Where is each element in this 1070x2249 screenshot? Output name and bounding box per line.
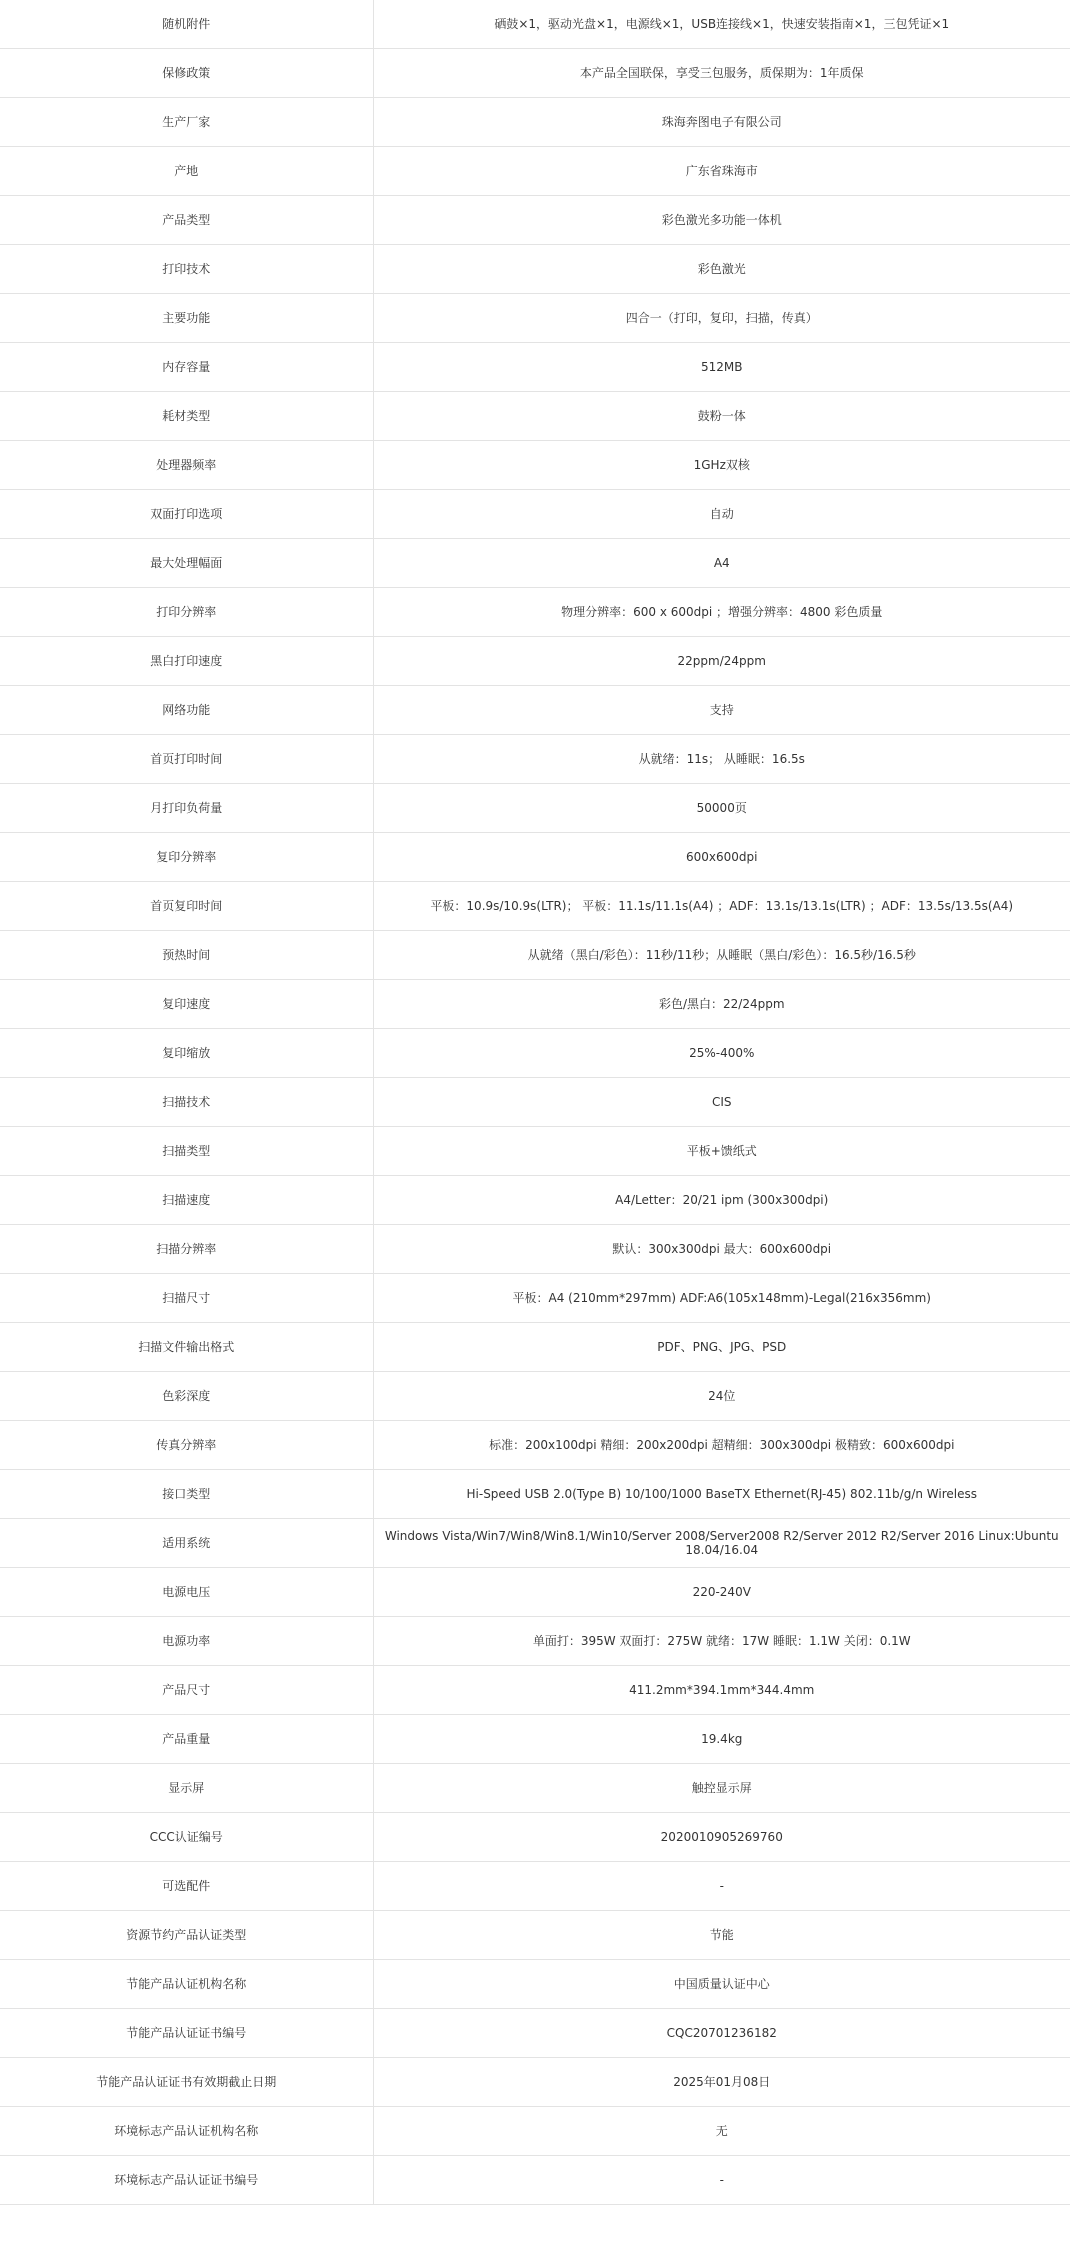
- spec-value: CQC20701236182: [373, 2008, 1070, 2057]
- spec-value: 本产品全国联保，享受三包服务，质保期为：1年质保: [373, 48, 1070, 97]
- spec-label: 产品尺寸: [0, 1665, 373, 1714]
- spec-row: [0, 587, 1070, 636]
- spec-label: 内存容量: [0, 342, 373, 391]
- spec-label: 首页打印时间: [0, 734, 373, 783]
- spec-label: 可选配件: [0, 1861, 373, 1910]
- spec-label: 产品类型: [0, 195, 373, 244]
- spec-value: 平板：10.9s/10.9s(LTR)； 平板：11.1s/11.1s(A4) ；ADF：13.1s/13.1s(LTR) ；ADF：13.5s/13.5s(A4): [373, 881, 1070, 930]
- spec-label: 耗材类型: [0, 391, 373, 440]
- spec-label: 传真分辨率: [0, 1420, 373, 1469]
- spec-value: 22ppm/24ppm: [373, 636, 1070, 685]
- spec-label: 电源功率: [0, 1616, 373, 1665]
- spec-value: 四合一（打印，复印，扫描，传真）: [373, 293, 1070, 342]
- spec-value: 中国质量认证中心: [373, 1959, 1070, 2008]
- spec-row: [0, 195, 1070, 244]
- spec-value: 彩色/黑白：22/24ppm: [373, 979, 1070, 1028]
- spec-value: -: [373, 1861, 1070, 1910]
- spec-row: [0, 881, 1070, 930]
- spec-row: [0, 734, 1070, 783]
- spec-row: [0, 685, 1070, 734]
- spec-label: 扫描文件输出格式: [0, 1322, 373, 1371]
- spec-value: 单面打：395W 双面打：275W 就绪：17W 睡眠：1.1W 关闭：0.1W: [373, 1616, 1070, 1665]
- spec-row: [0, 1910, 1070, 1959]
- spec-row: [0, 2106, 1070, 2155]
- spec-label: 打印分辨率: [0, 587, 373, 636]
- spec-value: 物理分辨率：600 x 600dpi ；增强分辨率：4800 彩色质量: [373, 587, 1070, 636]
- spec-value: 无: [373, 2106, 1070, 2155]
- spec-value: 50000页: [373, 783, 1070, 832]
- spec-row: [0, 1077, 1070, 1126]
- spec-label: 扫描技术: [0, 1077, 373, 1126]
- spec-label: 扫描尺寸: [0, 1273, 373, 1322]
- spec-value: 触控显示屏: [373, 1763, 1070, 1812]
- spec-row: [0, 979, 1070, 1028]
- spec-label: 环境标志产品认证证书编号: [0, 2155, 373, 2204]
- spec-row: [0, 293, 1070, 342]
- spec-value: 512MB: [373, 342, 1070, 391]
- spec-value: A4: [373, 538, 1070, 587]
- spec-row: [0, 1175, 1070, 1224]
- spec-value: 600x600dpi: [373, 832, 1070, 881]
- spec-row: [0, 97, 1070, 146]
- spec-row: [0, 2057, 1070, 2106]
- spec-value: 19.4kg: [373, 1714, 1070, 1763]
- spec-value: 珠海奔图电子有限公司: [373, 97, 1070, 146]
- spec-label: 网络功能: [0, 685, 373, 734]
- spec-label: 处理器频率: [0, 440, 373, 489]
- spec-label: 打印技术: [0, 244, 373, 293]
- spec-label: 节能产品认证证书有效期截止日期: [0, 2057, 373, 2106]
- spec-label: 环境标志产品认证机构名称: [0, 2106, 373, 2155]
- spec-value: 鼓粉一体: [373, 391, 1070, 440]
- spec-value: 广东省珠海市: [373, 146, 1070, 195]
- spec-value: 2025年01月08日: [373, 2057, 1070, 2106]
- spec-row: [0, 1126, 1070, 1175]
- spec-row: [0, 1518, 1070, 1567]
- spec-row: [0, 1322, 1070, 1371]
- spec-row: [0, 391, 1070, 440]
- spec-label: 色彩深度: [0, 1371, 373, 1420]
- spec-row: [0, 48, 1070, 97]
- spec-row: [0, 538, 1070, 587]
- spec-label: 随机附件: [0, 0, 373, 48]
- spec-row: [0, 1028, 1070, 1077]
- spec-label: 复印分辨率: [0, 832, 373, 881]
- spec-value: 硒鼓×1，驱动光盘×1，电源线×1，USB连接线×1，快速安装指南×1，三包凭证×1: [373, 0, 1070, 48]
- spec-value: 节能: [373, 1910, 1070, 1959]
- spec-row: [0, 2008, 1070, 2057]
- spec-row: [0, 832, 1070, 881]
- spec-row: [0, 342, 1070, 391]
- spec-row: [0, 636, 1070, 685]
- spec-label: 扫描分辨率: [0, 1224, 373, 1273]
- spec-label: 最大处理幅面: [0, 538, 373, 587]
- spec-label: 月打印负荷量: [0, 783, 373, 832]
- spec-label: 首页复印时间: [0, 881, 373, 930]
- spec-row: [0, 1469, 1070, 1518]
- spec-value: -: [373, 2155, 1070, 2204]
- spec-value: 支持: [373, 685, 1070, 734]
- spec-value: 1GHz双核: [373, 440, 1070, 489]
- spec-value: 2020010905269760: [373, 1812, 1070, 1861]
- spec-value: 平板+馈纸式: [373, 1126, 1070, 1175]
- spec-value: 自动: [373, 489, 1070, 538]
- spec-row: [0, 1616, 1070, 1665]
- spec-row: [0, 489, 1070, 538]
- spec-row: [0, 1861, 1070, 1910]
- spec-value: Hi-Speed USB 2.0(Type B) 10/100/1000 BaseTX Ethernet(RJ-45) 802.11b/g/n Wireless: [373, 1469, 1070, 1518]
- spec-value: 标准：200x100dpi 精细：200x200dpi 超精细：300x300dpi 极精致：600x600dpi: [373, 1420, 1070, 1469]
- spec-label: 电源电压: [0, 1567, 373, 1616]
- spec-value: 25%-400%: [373, 1028, 1070, 1077]
- spec-row: [0, 244, 1070, 293]
- spec-value: 24位: [373, 1371, 1070, 1420]
- spec-row: [0, 1567, 1070, 1616]
- spec-row: [0, 1371, 1070, 1420]
- spec-row: [0, 146, 1070, 195]
- spec-row: [0, 2155, 1070, 2204]
- spec-value: 411.2mm*394.1mm*344.4mm: [373, 1665, 1070, 1714]
- spec-label: 主要功能: [0, 293, 373, 342]
- spec-label: 节能产品认证证书编号: [0, 2008, 373, 2057]
- spec-label: 接口类型: [0, 1469, 373, 1518]
- spec-label: 资源节约产品认证类型: [0, 1910, 373, 1959]
- spec-row: [0, 1959, 1070, 2008]
- spec-label: 节能产品认证机构名称: [0, 1959, 373, 2008]
- spec-label: 预热时间: [0, 930, 373, 979]
- spec-value: Windows Vista/Win7/Win8/Win8.1/Win10/Server 2008/Server2008 R2/Server 2012 R2/Server 2016 Linux:Ubuntu 18.04/16.04: [373, 1518, 1070, 1567]
- spec-value: 从就绪（黑白/彩色）：11秒/11秒；从睡眠（黑白/彩色）：16.5秒/16.5秒: [373, 930, 1070, 979]
- spec-label: 显示屏: [0, 1763, 373, 1812]
- spec-row: [0, 0, 1070, 48]
- spec-row: [0, 440, 1070, 489]
- spec-row: [0, 1665, 1070, 1714]
- spec-label: 扫描速度: [0, 1175, 373, 1224]
- spec-label: 生产厂家: [0, 97, 373, 146]
- spec-label: CCC认证编号: [0, 1812, 373, 1861]
- spec-row: [0, 783, 1070, 832]
- spec-value: 彩色激光多功能一体机: [373, 195, 1070, 244]
- spec-label: 黑白打印速度: [0, 636, 373, 685]
- spec-value: PDF、PNG、JPG、PSD: [373, 1322, 1070, 1371]
- spec-label: 产地: [0, 146, 373, 195]
- spec-row: [0, 1763, 1070, 1812]
- spec-label: 保修政策: [0, 48, 373, 97]
- spec-label: 复印速度: [0, 979, 373, 1028]
- spec-row: [0, 1420, 1070, 1469]
- spec-row: [0, 1273, 1070, 1322]
- spec-value: 从就绪：11s； 从睡眠：16.5s: [373, 734, 1070, 783]
- spec-row: [0, 1224, 1070, 1273]
- spec-label: 适用系统: [0, 1518, 373, 1567]
- spec-row: [0, 1812, 1070, 1861]
- spec-label: 产品重量: [0, 1714, 373, 1763]
- spec-label: 双面打印选项: [0, 489, 373, 538]
- spec-row: [0, 1714, 1070, 1763]
- spec-row: [0, 930, 1070, 979]
- spec-value: A4/Letter：20/21 ipm (300x300dpi): [373, 1175, 1070, 1224]
- spec-value: 220-240V: [373, 1567, 1070, 1616]
- spec-label: 复印缩放: [0, 1028, 373, 1077]
- spec-value: 平板：A4 (210mm*297mm) ADF:A6(105x148mm)-Legal(216x356mm): [373, 1273, 1070, 1322]
- spec-value: 彩色激光: [373, 244, 1070, 293]
- spec-label: 扫描类型: [0, 1126, 373, 1175]
- spec-value: CIS: [373, 1077, 1070, 1126]
- spec-value: 默认：300x300dpi 最大：600x600dpi: [373, 1224, 1070, 1273]
